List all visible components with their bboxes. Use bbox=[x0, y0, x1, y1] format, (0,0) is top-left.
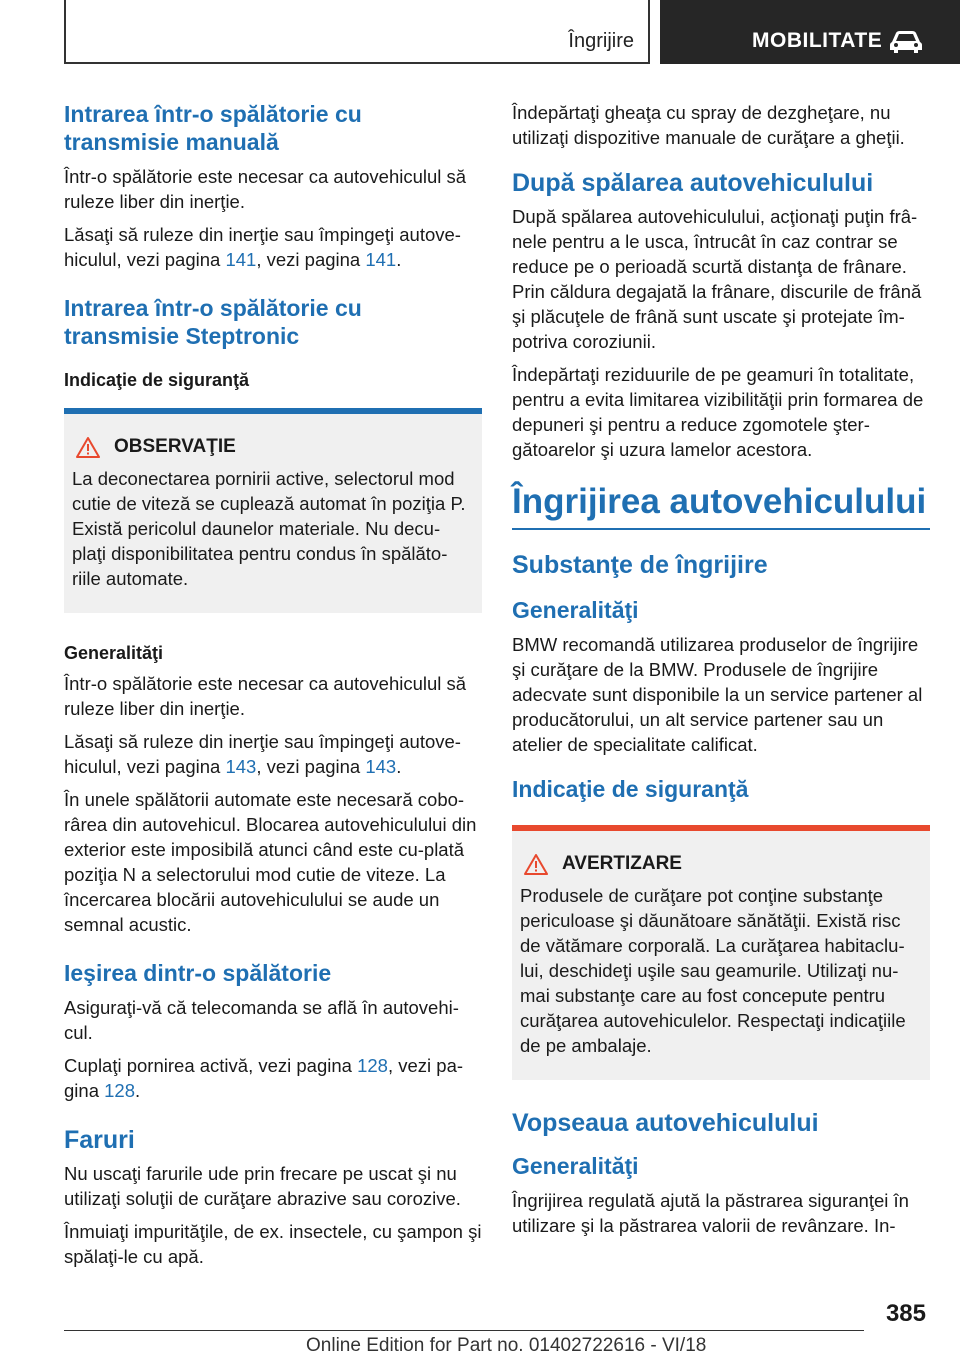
paragraph: BMW recomandă utilizarea produselor de îngrijire şi curăţare de la BMW. Produsele de îngrijire adecvate sunt disponibile la un service partener al producătorului, un alt service partener sau un atelier de specialitate calificat. bbox=[512, 634, 923, 755]
page-link[interactable]: 143 bbox=[225, 756, 257, 777]
paragraph: Într-o spălătorie este necesar ca autovehiculul să ruleze liber din inerţie. bbox=[64, 166, 467, 212]
header-section-title: Îngrijire bbox=[568, 30, 634, 52]
heading-vehicle-care: Îngrijirea autovehiculului bbox=[512, 480, 930, 530]
heading-steptronic-wash: Intrarea într-o spălătorie cu transmisie Steptronic bbox=[64, 295, 362, 349]
heading-headlights: Faruri bbox=[64, 1126, 135, 1154]
warning-title: AVERTIZARE bbox=[562, 853, 682, 874]
paragraph: Asiguraţi-vă că telecomanda se află în autovehi‐cul. bbox=[64, 997, 459, 1043]
notice-box bbox=[64, 408, 482, 613]
heading-safety: Indicaţie de siguranţă bbox=[512, 776, 749, 802]
header-section-box bbox=[64, 0, 650, 64]
paragraph: Îndepărtaţi reziduurile de pe geamuri în totalitate, pentru a evita limitarea vizibilităţii prin formarea de depuneri şi pentru a reduce zgomotele şter‐gătoarelor şi uzura lamelor acestora. bbox=[512, 364, 924, 460]
warning-triangle-icon bbox=[76, 436, 100, 458]
page-link[interactable]: 141 bbox=[365, 249, 397, 270]
page-link[interactable]: 128 bbox=[104, 1080, 135, 1101]
heading-general: Generalităţi bbox=[512, 1153, 639, 1179]
warning-triangle-icon bbox=[524, 853, 548, 875]
car-icon bbox=[888, 28, 924, 54]
paragraph: Într-o spălătorie este necesar ca autovehiculul să ruleze liber din inerţie. bbox=[64, 673, 467, 719]
heading-safety: Indicaţie de siguranţă bbox=[64, 370, 250, 390]
page-link[interactable]: 128 bbox=[357, 1055, 388, 1076]
heading-general: Generalităţi bbox=[64, 643, 164, 663]
heading-manual-wash: Intrarea într-o spălătorie cu transmisie manuală bbox=[64, 101, 362, 155]
warning-box bbox=[512, 825, 930, 1080]
left-column bbox=[64, 100, 482, 1277]
right-column bbox=[512, 100, 930, 1246]
paragraph: Nu uscaţi farurile ude prin frecare pe uscat şi nu utilizaţi soluţii de curăţare abrazive sau corozive. bbox=[64, 1163, 461, 1209]
footer-divider bbox=[64, 1330, 864, 1331]
paragraph: Lăsaţi să ruleze din inerţie sau împingeţi autove‐hiculul, vezi pagina 141, vezi pagina 141. bbox=[64, 224, 461, 270]
header-chapter-box bbox=[660, 0, 960, 64]
page-number: 385 bbox=[885, 1300, 926, 1327]
heading-paint: Vopseaua autovehiculului bbox=[512, 1109, 819, 1137]
paragraph: Lăsaţi să ruleze din inerţie sau împingeţi autove‐hiculul, vezi pagina 143, vezi pagina 143. bbox=[64, 731, 461, 777]
notice-title: OBSERVAŢIE bbox=[114, 436, 236, 457]
heading-after-wash: După spălarea autovehiculului bbox=[512, 169, 874, 197]
footer-edition: Online Edition for Part no. 01402722616 - VI/18 bbox=[306, 1335, 707, 1356]
paragraph: Îndepărtaţi gheaţa cu spray de dezgheţare, nu utilizaţi dispozitive manuale de curăţare a gheţii. bbox=[512, 102, 905, 148]
heading-general: Generalităţi bbox=[512, 597, 639, 623]
heading-exit-wash: Ieşirea dintr-o spălătorie bbox=[64, 960, 332, 986]
notice-text: La deconectarea pornirii active, selectorul mod cutie de viteză se cuplează automat în poziţia P. Există pericolul daunelor materiale. Nu decu‐plaţi disponibilitatea pentru condus în spălăto‐riile automate. bbox=[72, 468, 466, 589]
paragraph: Îngrijirea regulată ajută la păstrarea siguranţei în utilizare şi la păstrarea valorii de revânzare. In‐ bbox=[512, 1190, 909, 1236]
paragraph: Înmuiaţi impurităţile, de ex. insectele, cu şampon şi spălaţi-le cu apă. bbox=[64, 1221, 482, 1267]
heading-care-products: Substanţe de îngrijire bbox=[512, 551, 768, 579]
page-link[interactable]: 143 bbox=[365, 756, 397, 777]
paragraph: În unele spălătorii automate este necesară cobo‐rârea din autovehicul. Blocarea autovehiculului din exterior este imposibilă atunci când este cu‐plată poziţia N a selectorului mod cutie de viteze. La încercarea blocării autovehiculului se aude un semnal acustic. bbox=[64, 789, 477, 935]
paragraph: După spălarea autovehiculului, acţionaţi puţin frâ‐nele pentru a le usca, întrucât în caz contrar se reduce pe o perioadă scurtă distanţa de frânare. Prin căldura degajată la frânare, discurile de frână şi plăcuţele de frână sunt uscate şi protejate îm‐potriva coroziunii. bbox=[512, 206, 922, 352]
header-chapter-title: MOBILITATE bbox=[752, 29, 883, 52]
warning-text: Produsele de curăţare pot conţine substanţe periculoase şi dăunătoare sănătăţii. Există risc de vătămare corporală. La curăţarea habitaclu‐lui, deschideţi uşile sau geamurile. Utilizaţi nu‐mai substanţe care au fost concepute pentru curăţarea autovehiculelor. Respectaţi indicaţiile de pe ambalaje. bbox=[520, 885, 906, 1056]
paragraph: Cuplaţi pornirea activă, vezi pagina 128, vezi pa‐gina 128. bbox=[64, 1055, 464, 1101]
page-link[interactable]: 141 bbox=[225, 249, 257, 270]
